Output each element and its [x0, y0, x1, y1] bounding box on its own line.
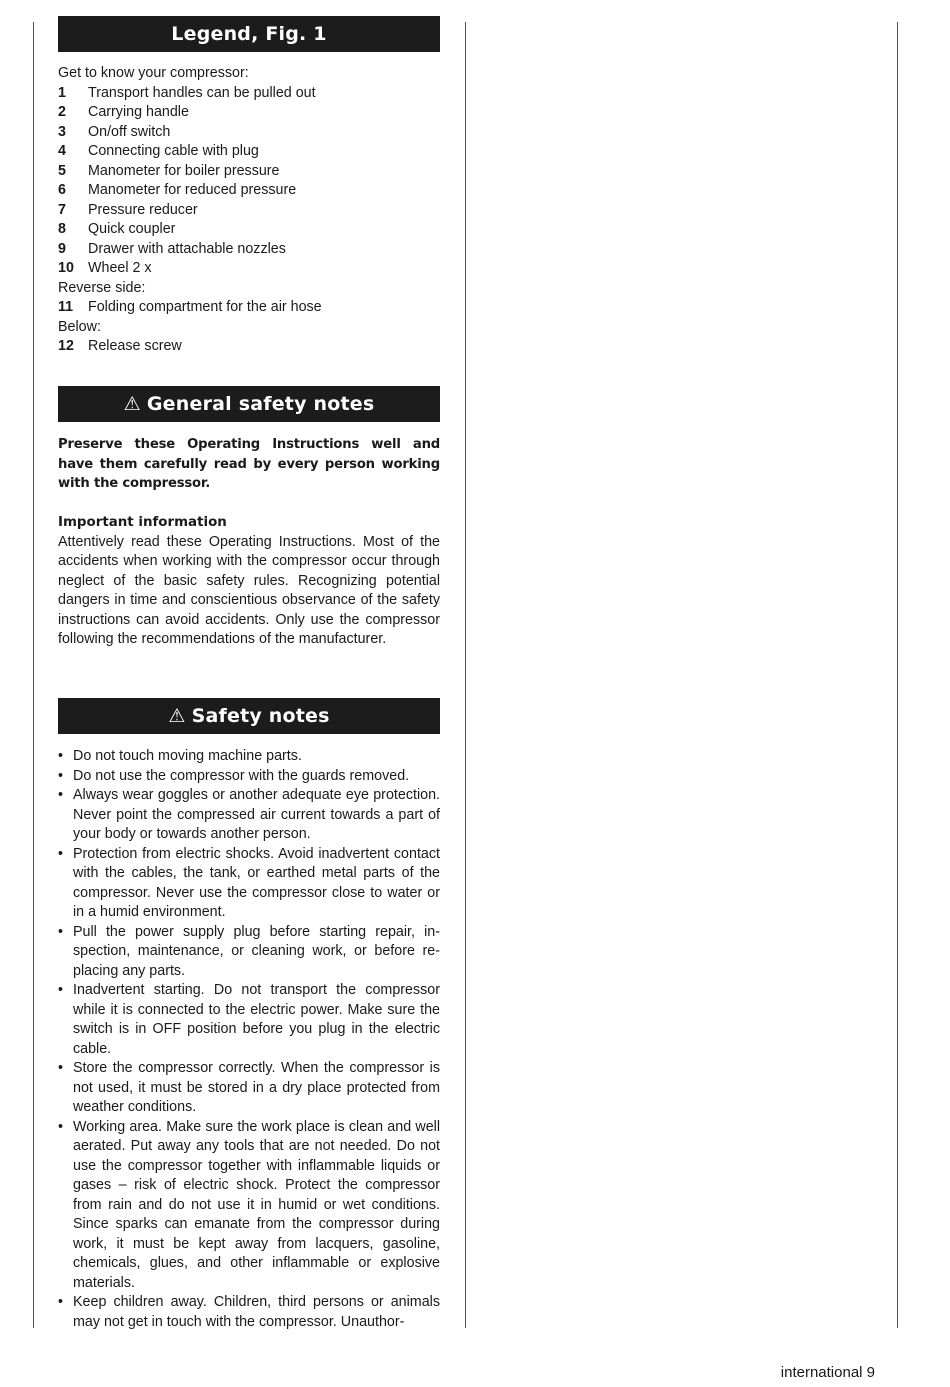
- legend-list: [58, 64, 440, 357]
- safety-bullet-item: • Keep children away. Children, third persons or animals may not get in touch with the compressor. Unauthor-: [58, 1293, 440, 1332]
- legend-item: [58, 123, 440, 143]
- legend-item: [58, 337, 440, 357]
- important-information-heading: Important information: [58, 515, 227, 530]
- legend-item-text: Pressure reducer: [88, 201, 198, 218]
- legend-item-number: 3: [58, 123, 66, 140]
- legend-item-number: 11: [58, 299, 74, 315]
- page-border-right: [897, 22, 898, 1328]
- general-safety-heading-bar: [58, 386, 440, 422]
- safety-bullet-list: [58, 747, 440, 1332]
- safety-bullet-item: • Inadvertent starting. Do not transport the compressor while it is connected to the electric power. Make sure the switch is in OFF position before you plug in the electric cable.: [58, 981, 440, 1059]
- safety-bullet-item: • Always wear goggles or another adequate eye protection. Never point the compressed air current towards a part of your body or towards another person.: [58, 786, 440, 845]
- legend-heading-bar: [58, 16, 440, 52]
- safety-notes-heading-bar: [58, 698, 440, 734]
- legend-item-number: 1: [58, 84, 66, 101]
- warning-triangle-icon: ⚠: [123, 393, 141, 415]
- legend-item-number: 7: [58, 201, 66, 218]
- general-safety-title: General safety notes: [146, 393, 375, 415]
- legend-item-number: 8: [58, 221, 66, 237]
- legend-item: [58, 220, 440, 240]
- page-border-left: [33, 22, 34, 1328]
- safety-bullet-item: • Do not use the compressor with the guards removed.: [58, 767, 440, 787]
- general-safety-section: [58, 435, 440, 650]
- legend-item: [58, 84, 440, 104]
- legend-item-number: 2: [58, 104, 66, 120]
- safety-bullet-item: • Store the compressor correctly. When the compressor is not used, it must be stored in a dry place protected from weather conditions.: [58, 1059, 440, 1118]
- safety-bullet-item: • Pull the power supply plug before starting repair, inspection, maintenance, or cleaning work, or before replacing any parts.: [58, 923, 440, 982]
- legend-item-text: Carrying handle: [88, 104, 189, 120]
- safety-notes-section: [58, 747, 440, 1332]
- legend-item: [58, 142, 440, 162]
- legend-item: [58, 162, 440, 182]
- page-footer: international 9: [780, 1364, 875, 1381]
- legend-item-text: Transport handles can be pulled out: [88, 84, 316, 101]
- legend-item-text: Folding compartment for the air hose: [88, 299, 322, 315]
- safety-notes-title: Safety notes: [191, 705, 330, 727]
- legend-item: [58, 201, 440, 221]
- column-divider: [465, 22, 466, 1328]
- legend-item-text: On/off switch: [88, 123, 171, 140]
- legend-item-number: 5: [58, 162, 66, 179]
- legend-item-text: Wheel 2 x: [88, 260, 152, 276]
- legend-item-number: 6: [58, 182, 66, 198]
- legend-item-text: Manometer for boiler pressure: [88, 162, 280, 179]
- legend-item-text: Drawer with attachable nozzles: [88, 240, 286, 257]
- legend-item: [58, 298, 440, 318]
- legend-item-number: 12: [58, 338, 74, 354]
- safety-bullet-item: • Working area. Make sure the work place is clean and well aerated. Put away any tools that are not needed. Do not use the compressor together with inflammable liquids or gases – risk of electric shock. Protect the compressor from rain and do not use it in humid or wet conditions. Since sparks can emanate from the compressor during work, it must be kept away from lacquers, gasoline, chemicals, glues, and other inflammable or explosive materials.: [58, 1118, 440, 1294]
- legend-item-number: 4: [58, 143, 66, 159]
- legend-item-number: 9: [58, 240, 66, 257]
- legend-below-label: Below:: [58, 318, 101, 335]
- legend-item: [58, 259, 440, 279]
- legend-item-text: Manometer for reduced pressure: [88, 182, 297, 198]
- legend-item-text: Release screw: [88, 338, 182, 354]
- legend-item: [58, 240, 440, 260]
- legend-item-number: 10: [58, 260, 74, 276]
- preserve-instructions-note: Preserve these Operating Instructions well and have them carefully read by every person working with the compressor.: [58, 437, 440, 491]
- legend-items: [58, 84, 440, 279]
- legend-intro: Get to know your compressor:: [58, 65, 249, 81]
- legend-item-text: Connecting cable with plug: [88, 143, 259, 159]
- legend-item-text: Quick coupler: [88, 221, 176, 237]
- legend-item: [58, 181, 440, 201]
- legend-title: Legend, Fig. 1: [171, 23, 327, 45]
- warning-triangle-icon: ⚠: [168, 705, 186, 727]
- safety-bullet-item: • Protection from electric shocks. Avoid inadvertent contact with the cables, the tank, or earthed metal parts of the compressor. Never use the compressor close to water or in a humid environment.: [58, 845, 440, 923]
- safety-bullet-item: • Do not touch moving machine parts.: [58, 747, 440, 767]
- legend-item: [58, 103, 440, 123]
- legend-reverse-label: Reverse side:: [58, 279, 146, 296]
- important-information-text: Attentively read these Operating Instructions. Most of the accidents when working with the compressor occur through neglect of the basic safety rules. Recognizing potential dangers in time and conscientious observance of the safety instructions can avoid accidents. Only use the compressor following the recommendations of the manufacturer.: [58, 533, 440, 647]
